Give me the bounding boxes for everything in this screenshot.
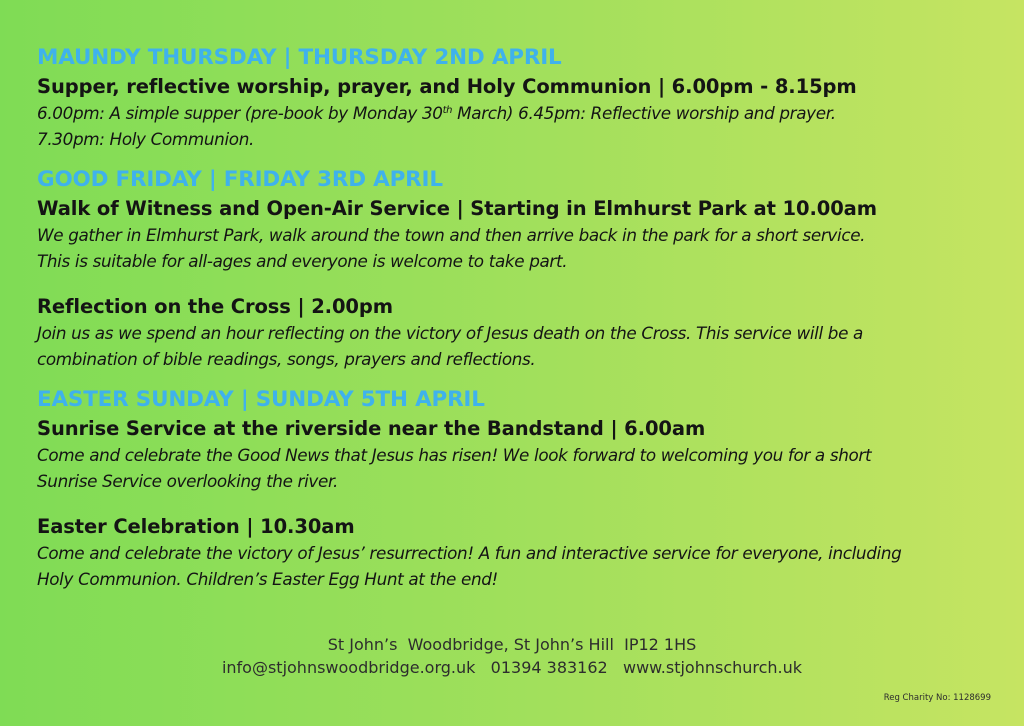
event-title: Supper, reflective worship, prayer, and Holy Communion | 6.00pm - 8.15pm (37, 75, 857, 98)
event-maundy-supper (37, 74, 997, 152)
description-line (37, 100, 997, 126)
event-title: Sunrise Service at the riverside near the Bandstand | 6.00am (37, 417, 706, 440)
description-line: Come and celebrate the Good News that Jesus has risen! We look forward to welcoming you for a short (37, 445, 872, 465)
charity-number: Reg Charity No: 1128699 (883, 693, 991, 703)
church-contact-footer (0, 633, 1024, 679)
description-text: March) 6.45pm: Reflective worship and prayer. (452, 103, 836, 123)
event-title: Easter Celebration | 10.30am (37, 515, 355, 538)
description-line: This is suitable for all-ages and everyone is welcome to take part. (37, 251, 568, 271)
event-easter-celebration (37, 514, 997, 592)
event-title: Walk of Witness and Open-Air Service | Starting in Elmhurst Park at 10.00am (37, 197, 877, 220)
day-heading-maundy-thursday: MAUNDY THURSDAY | THURSDAY 2ND APRIL (37, 45, 562, 70)
description-line: We gather in Elmhurst Park, walk around the town and then arrive back in the park for a short service. (37, 225, 866, 245)
church-address: St John’s Woodbridge, St John’s Hill IP12 1HS (327, 635, 697, 654)
event-description (37, 442, 997, 494)
description-text: 6.00pm: A simple supper (pre-book by Monday 30 (37, 103, 443, 123)
event-reflection-on-cross (37, 294, 997, 372)
description-line: Sunrise Service overlooking the river. (37, 471, 338, 491)
event-walk-of-witness (37, 196, 997, 274)
event-description (37, 320, 997, 372)
event-description (37, 540, 997, 592)
church-contact-details: info@stjohnswoodbridge.org.uk 01394 383162 www.stjohnschurch.uk (221, 658, 803, 677)
event-description (37, 100, 997, 152)
event-description (37, 222, 997, 274)
description-line: Come and celebrate the victory of Jesus’ resurrection! A fun and interactive service for everyone, including (37, 543, 902, 563)
description-line: Join us as we spend an hour reflecting on the victory of Jesus death on the Cross. This service will be a (37, 323, 863, 343)
event-sunrise-service (37, 416, 997, 494)
event-title: Reflection on the Cross | 2.00pm (37, 295, 393, 318)
day-heading-easter-sunday: EASTER SUNDAY | SUNDAY 5TH APRIL (37, 387, 485, 412)
ordinal-suffix: th (442, 105, 453, 116)
description-line: Holy Communion. Children’s Easter Egg Hunt at the end! (37, 569, 498, 589)
events-list (37, 44, 997, 592)
day-heading-good-friday: GOOD FRIDAY | FRIDAY 3RD APRIL (37, 167, 443, 192)
description-line: 7.30pm: Holy Communion. (37, 129, 254, 149)
description-line: combination of bible readings, songs, prayers and reflections. (37, 349, 536, 369)
